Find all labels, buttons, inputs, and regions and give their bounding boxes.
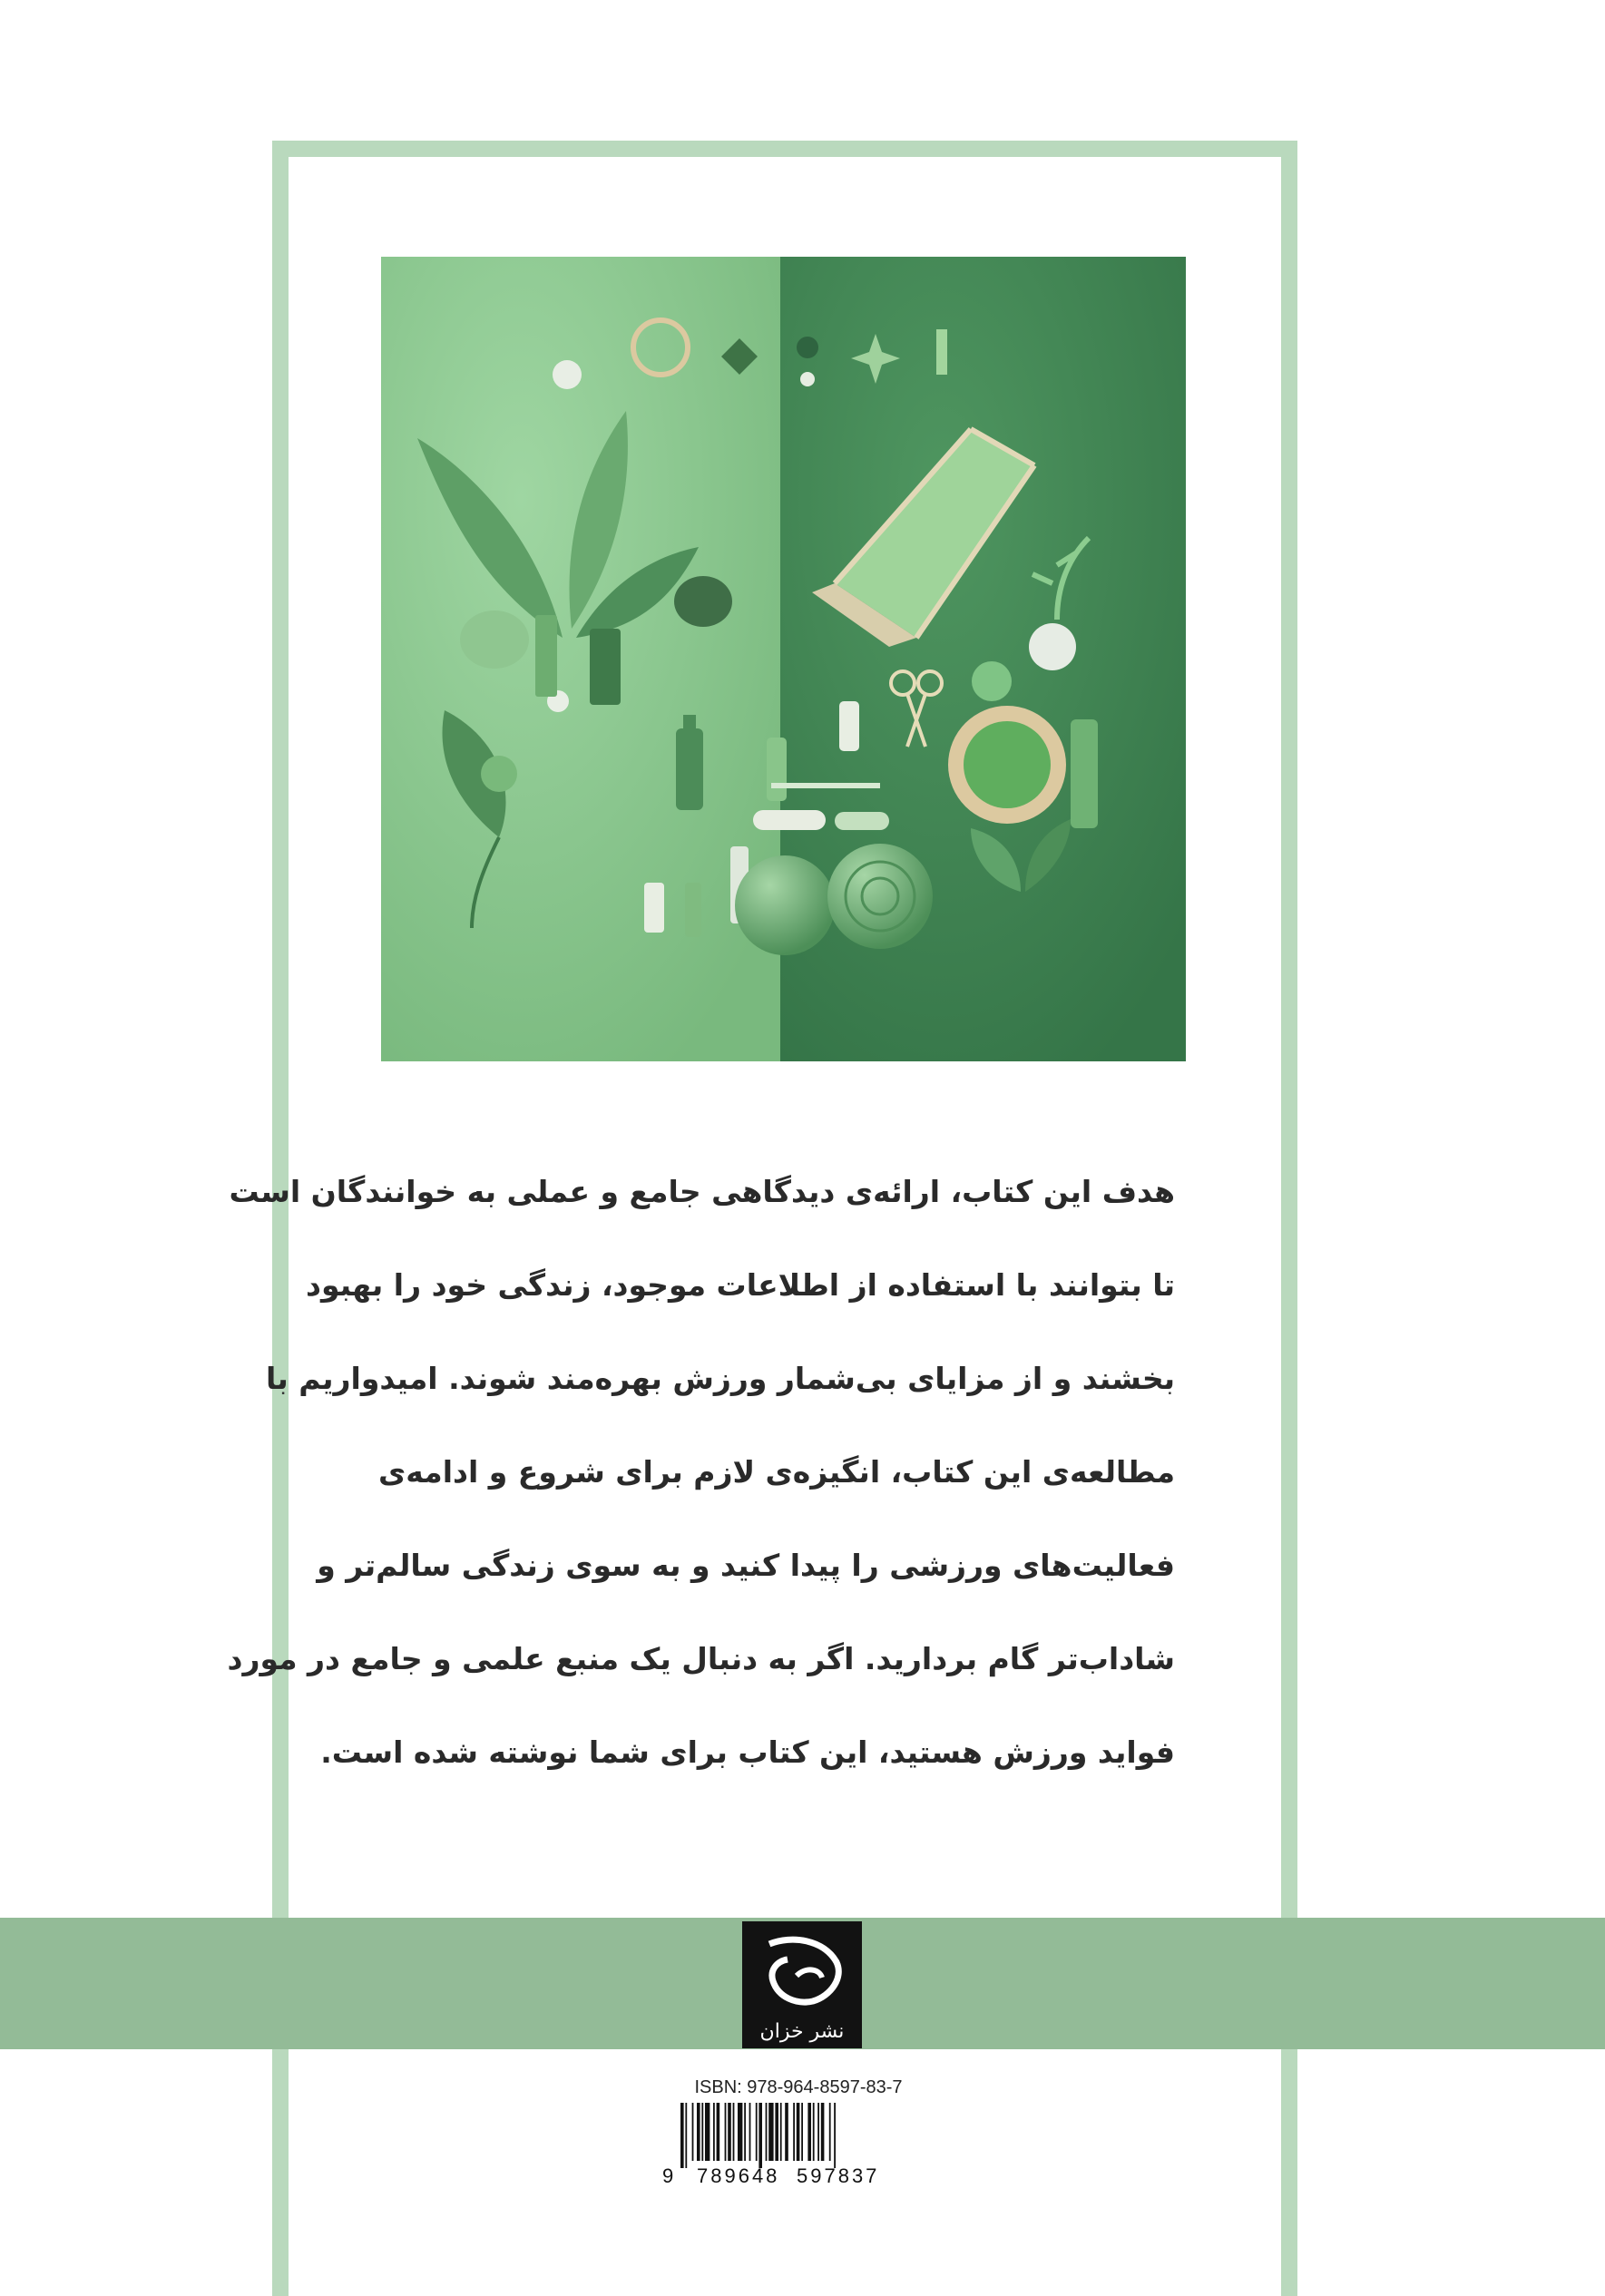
barcode-bar <box>780 2103 782 2161</box>
barcode-bar <box>775 2103 778 2161</box>
barcode-bar <box>692 2103 694 2161</box>
blurb-line: مطالعه‌ی این کتاب، انگیزه‌ی لازم برای شروع و ادامه‌ی <box>378 1454 1175 1490</box>
barcode-bar <box>728 2103 731 2161</box>
blurb-line: شاداب‌تر گام بردارید. اگر به دنبال یک منبع علمی و جامع در مورد <box>227 1641 1175 1676</box>
barcode-bar <box>817 2103 819 2161</box>
bowl-icon <box>948 706 1066 824</box>
barcode-bar <box>701 2103 703 2161</box>
blurb-line: بخشند و از مزایای بی‌شمار ورزش بهره‌مند شوند. امیدواریم با <box>265 1361 1175 1396</box>
barcode-bar <box>680 2103 684 2168</box>
publisher-name: نشر خزان <box>759 2020 845 2043</box>
barcode-bar <box>785 2103 788 2161</box>
blurb-line: فعالیت‌های ورزشی را پیدا کنید و به سوی زندگی سالم‌تر و <box>317 1548 1175 1583</box>
barcode-bar <box>749 2103 751 2161</box>
barcode-bar <box>758 2103 762 2168</box>
barcode-bar <box>738 2103 742 2161</box>
barcode-digits-right: 597837 <box>797 2164 880 2187</box>
barcode-bar <box>768 2103 773 2161</box>
blurb-line: هدف این کتاب، ارائه‌ی دیدگاهی جامع و عملی به خوانندگان است <box>229 1174 1175 1209</box>
barcode-bar <box>717 2103 720 2161</box>
cover-illustration <box>381 257 1186 1061</box>
barcode-bar <box>813 2103 815 2161</box>
barcode-bar <box>766 2103 768 2161</box>
barcode-digit-first: 9 <box>662 2164 674 2187</box>
barcode-bar <box>756 2103 758 2161</box>
blurb-line: تا بتوانند با استفاده از اطلاعات موجود، زندگی خود را بهبود <box>306 1267 1175 1303</box>
barcode-bar <box>733 2103 735 2161</box>
barcode-bar <box>807 2103 811 2161</box>
isbn-label: ISBN: 978-964-8597-83-7 <box>694 2077 903 2097</box>
barcode-bar <box>821 2103 825 2161</box>
barcode-bar <box>697 2103 700 2161</box>
comb-icon <box>1071 719 1098 828</box>
barcode-bar <box>713 2103 715 2161</box>
barcode-digits-left: 789648 <box>697 2164 780 2187</box>
barcode-bar <box>797 2103 800 2161</box>
barcode-bar <box>801 2103 803 2161</box>
barcode-bar <box>705 2103 710 2161</box>
barcode-bar <box>834 2103 836 2168</box>
blurb-line: فواید ورزش هستید، این کتاب برای شما نوشته شده است. <box>320 1734 1175 1770</box>
publisher-logo <box>742 1921 862 2048</box>
barcode-bar <box>793 2103 795 2161</box>
isbn-barcode <box>661 2103 898 2168</box>
back-cover-blurb <box>227 1145 1175 1799</box>
barcode-bar <box>685 2103 687 2168</box>
barcode-bar <box>744 2103 746 2161</box>
barcode-bar <box>725 2103 727 2161</box>
barcode-bar <box>829 2103 831 2161</box>
